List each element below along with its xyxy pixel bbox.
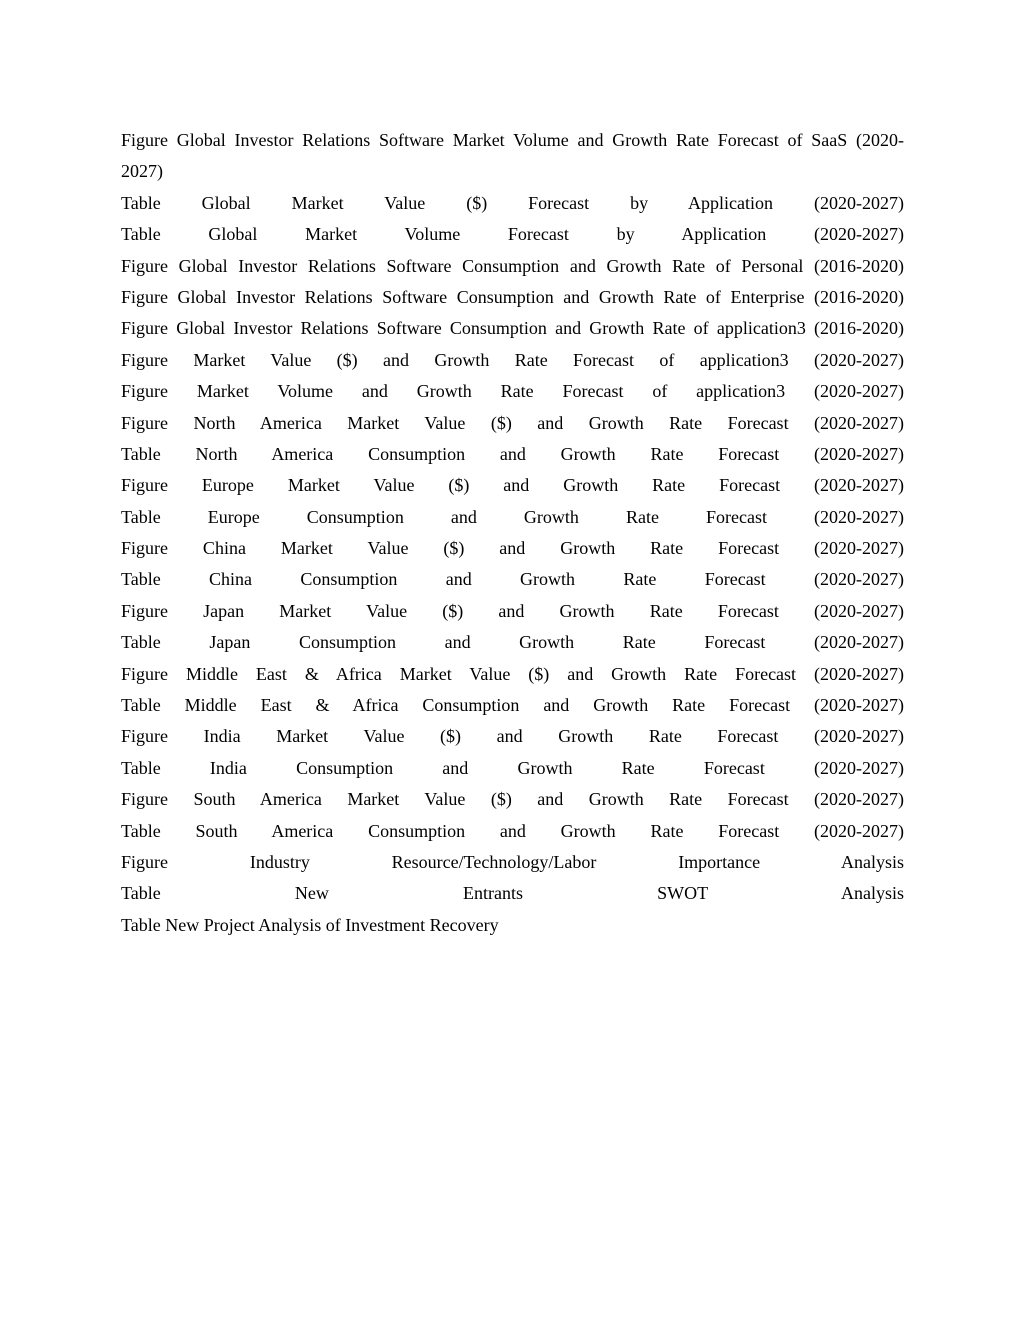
list-item: Figure Market Value ($) and Growth Rate Forecast of application3 (2020-2027) bbox=[121, 349, 904, 370]
list-item: Table Japan Consumption and Growth Rate Forecast (2020-2027) bbox=[121, 632, 904, 653]
list-item: Table South America Consumption and Growth Rate Forecast (2020-2027) bbox=[121, 820, 904, 841]
list-item: Table Global Market Volume Forecast by Application (2020-2027) bbox=[121, 224, 904, 245]
list-item: Table New Entrants SWOT Analysis bbox=[121, 883, 904, 904]
list-item: 2027) bbox=[121, 161, 163, 182]
list-item: Figure Global Investor Relations Software Consumption and Growth Rate of Personal (2016-2020) bbox=[121, 255, 904, 276]
list-item: Figure India Market Value ($) and Growth Rate Forecast (2020-2027) bbox=[121, 726, 904, 747]
list-item: Figure Japan Market Value ($) and Growth Rate Forecast (2020-2027) bbox=[121, 600, 904, 621]
list-item: Figure North America Market Value ($) and Growth Rate Forecast (2020-2027) bbox=[121, 412, 904, 433]
list-item: Figure Global Investor Relations Software Consumption and Growth Rate of application3 (2016-2020) bbox=[121, 318, 904, 339]
document-page bbox=[121, 125, 904, 941]
list-item: Figure Middle East & Africa Market Value ($) and Growth Rate Forecast (2020-2027) bbox=[121, 663, 904, 684]
list-item: Figure China Market Value ($) and Growth Rate Forecast (2020-2027) bbox=[121, 538, 904, 559]
list-item: Table Global Market Value ($) Forecast by Application (2020-2027) bbox=[121, 192, 904, 213]
list-item: Figure Global Investor Relations Software Consumption and Growth Rate of Enterprise (2016-2020) bbox=[121, 286, 904, 307]
list-item: Table China Consumption and Growth Rate Forecast (2020-2027) bbox=[121, 569, 904, 590]
list-item: Figure Industry Resource/Technology/Labor Importance Analysis bbox=[121, 851, 904, 872]
list-item: Figure South America Market Value ($) and Growth Rate Forecast (2020-2027) bbox=[121, 789, 904, 810]
list-item: Figure Global Investor Relations Software Market Volume and Growth Rate Forecast of SaaS (2020- bbox=[121, 130, 904, 150]
list-item: Figure Market Volume and Growth Rate Forecast of application3 (2020-2027) bbox=[121, 381, 904, 402]
list-item: Table Europe Consumption and Growth Rate Forecast (2020-2027) bbox=[121, 506, 904, 527]
list-item: Figure Europe Market Value ($) and Growth Rate Forecast (2020-2027) bbox=[121, 475, 904, 496]
list-item: Table New Project Analysis of Investment Recovery bbox=[121, 914, 499, 935]
list-item: Table North America Consumption and Growth Rate Forecast (2020-2027) bbox=[121, 443, 904, 464]
list-item: Table Middle East & Africa Consumption and Growth Rate Forecast (2020-2027) bbox=[121, 695, 904, 716]
list-item: Table India Consumption and Growth Rate Forecast (2020-2027) bbox=[121, 757, 904, 778]
